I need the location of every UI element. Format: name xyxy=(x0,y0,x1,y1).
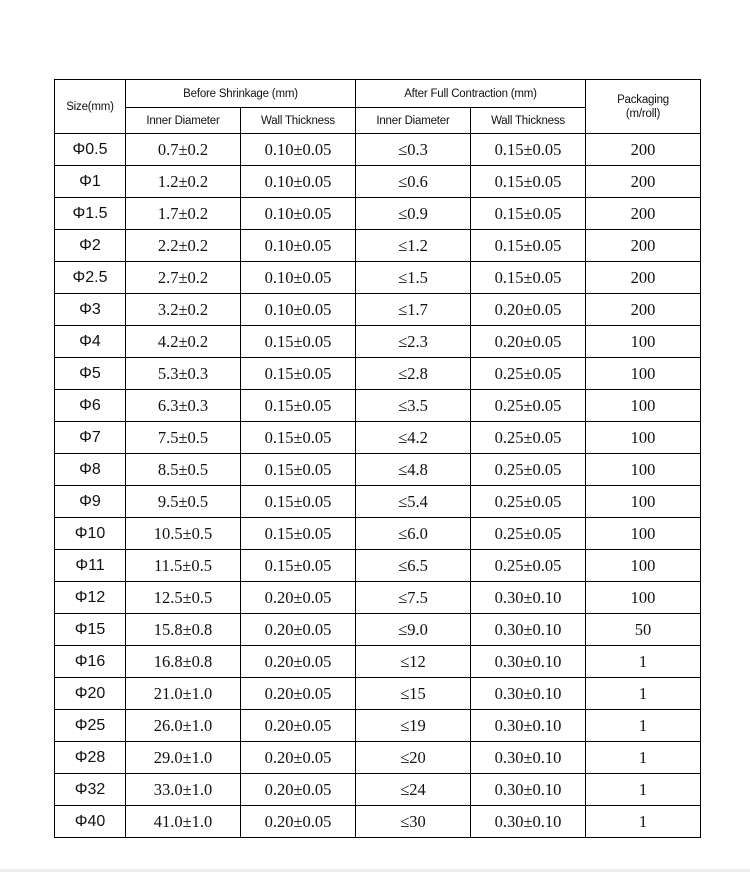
after-inner-diameter-cell: ≤24 xyxy=(356,774,471,806)
before-wall-thickness-cell: 0.10±0.05 xyxy=(241,294,356,326)
size-cell: Φ15 xyxy=(55,614,126,646)
before-inner-diameter-cell: 7.5±0.5 xyxy=(126,422,241,454)
before-inner-diameter-cell: 41.0±1.0 xyxy=(126,806,241,838)
size-cell: Φ7 xyxy=(55,422,126,454)
after-inner-diameter-cell: ≤0.3 xyxy=(356,134,471,166)
packaging-header xyxy=(586,80,701,134)
after-inner-diameter-cell: ≤4.8 xyxy=(356,454,471,486)
before-inner-diameter-cell: 33.0±1.0 xyxy=(126,774,241,806)
after-wall-thickness-cell: 0.30±0.10 xyxy=(471,614,586,646)
after-wall-thickness-cell: 0.25±0.05 xyxy=(471,550,586,582)
after-wall-thickness-cell: 0.15±0.05 xyxy=(471,134,586,166)
after-inner-diameter-cell: ≤9.0 xyxy=(356,614,471,646)
after-inner-diameter-cell: ≤3.5 xyxy=(356,390,471,422)
packaging-cell: 200 xyxy=(586,134,701,166)
size-cell: Φ8 xyxy=(55,454,126,486)
packaging-cell: 100 xyxy=(586,518,701,550)
before-wall-thickness-cell: 0.10±0.05 xyxy=(241,262,356,294)
packaging-cell: 200 xyxy=(586,294,701,326)
before-inner-diameter-cell: 21.0±1.0 xyxy=(126,678,241,710)
after-wall-thickness-cell: 0.30±0.10 xyxy=(471,806,586,838)
table-row xyxy=(55,678,701,710)
size-cell: Φ10 xyxy=(55,518,126,550)
table-row xyxy=(55,262,701,294)
before-wall-thickness-cell: 0.20±0.05 xyxy=(241,614,356,646)
after-inner-diameter-cell: ≤19 xyxy=(356,710,471,742)
before-wall-thickness-cell: 0.20±0.05 xyxy=(241,646,356,678)
after-wall-thickness-cell: 0.30±0.10 xyxy=(471,774,586,806)
after-inner-diameter-cell: ≤2.3 xyxy=(356,326,471,358)
size-cell: Φ20 xyxy=(55,678,126,710)
before-inner-diameter-cell: 2.7±0.2 xyxy=(126,262,241,294)
before-wall-thickness-cell: 0.15±0.05 xyxy=(241,518,356,550)
after-inner-diameter-cell: ≤5.4 xyxy=(356,486,471,518)
after-wall-thickness-cell: 0.30±0.10 xyxy=(471,710,586,742)
before-inner-diameter-cell: 1.2±0.2 xyxy=(126,166,241,198)
before-wall-thickness-cell: 0.20±0.05 xyxy=(241,710,356,742)
packaging-cell: 1 xyxy=(586,742,701,774)
after-inner-diameter-cell: ≤15 xyxy=(356,678,471,710)
packaging-cell: 100 xyxy=(586,550,701,582)
table-row xyxy=(55,454,701,486)
after-wall-thickness-cell: 0.25±0.05 xyxy=(471,454,586,486)
before-wall-thickness-cell: 0.15±0.05 xyxy=(241,550,356,582)
after-inner-diameter-cell: ≤1.2 xyxy=(356,230,471,262)
before-wall-thickness-cell: 0.15±0.05 xyxy=(241,486,356,518)
table-row xyxy=(55,358,701,390)
after-inner-diameter-cell: ≤1.5 xyxy=(356,262,471,294)
before-wall-thickness-cell: 0.10±0.05 xyxy=(241,230,356,262)
after-inner-diameter-cell: ≤0.6 xyxy=(356,166,471,198)
size-cell: Φ11 xyxy=(55,550,126,582)
after-inner-diameter-cell: ≤12 xyxy=(356,646,471,678)
before-inner-diameter-cell: 0.7±0.2 xyxy=(126,134,241,166)
packaging-cell: 1 xyxy=(586,806,701,838)
table-row xyxy=(55,422,701,454)
packaging-cell: 1 xyxy=(586,678,701,710)
after-wall-thickness-cell: 0.30±0.10 xyxy=(471,646,586,678)
size-cell: Φ5 xyxy=(55,358,126,390)
before-wall-thickness-cell: 0.20±0.05 xyxy=(241,742,356,774)
before-wall-thickness-cell: 0.15±0.05 xyxy=(241,358,356,390)
table-row xyxy=(55,742,701,774)
before-inner-diameter-cell: 10.5±0.5 xyxy=(126,518,241,550)
before-wall-thickness-cell: 0.10±0.05 xyxy=(241,134,356,166)
packaging-cell: 100 xyxy=(586,422,701,454)
packaging-cell: 100 xyxy=(586,486,701,518)
table-row xyxy=(55,582,701,614)
packaging-header-line2: (m/roll) xyxy=(625,107,661,120)
before-inner-diameter-cell: 1.7±0.2 xyxy=(126,198,241,230)
spec-table xyxy=(54,79,701,838)
before-wall-thickness-cell: 0.15±0.05 xyxy=(241,422,356,454)
after-inner-diameter-cell: ≤6.5 xyxy=(356,550,471,582)
after-inner-diameter-cell: ≤30 xyxy=(356,806,471,838)
packaging-cell: 100 xyxy=(586,358,701,390)
table-row xyxy=(55,230,701,262)
size-cell: Φ3 xyxy=(55,294,126,326)
after-wall-thickness-cell: 0.15±0.05 xyxy=(471,166,586,198)
size-header: Size(mm) xyxy=(55,80,126,134)
size-cell: Φ4 xyxy=(55,326,126,358)
packaging-cell: 200 xyxy=(586,166,701,198)
after-inner-diameter-cell: ≤7.5 xyxy=(356,582,471,614)
after-wall-thickness-cell: 0.25±0.05 xyxy=(471,518,586,550)
size-cell: Φ6 xyxy=(55,390,126,422)
table-row xyxy=(55,518,701,550)
table-row xyxy=(55,486,701,518)
after-wall-thickness-cell: 0.15±0.05 xyxy=(471,198,586,230)
before-inner-diameter-cell: 29.0±1.0 xyxy=(126,742,241,774)
before-inner-diameter-cell: 5.3±0.3 xyxy=(126,358,241,390)
packaging-cell: 1 xyxy=(586,710,701,742)
before-inner-diameter-cell: 12.5±0.5 xyxy=(126,582,241,614)
before-wall-thickness-cell: 0.10±0.05 xyxy=(241,166,356,198)
after-inner-diameter-cell: ≤20 xyxy=(356,742,471,774)
table-row xyxy=(55,710,701,742)
before-inner-diameter-cell: 11.5±0.5 xyxy=(126,550,241,582)
packaging-cell: 100 xyxy=(586,326,701,358)
packaging-cell: 100 xyxy=(586,454,701,486)
size-cell: Φ12 xyxy=(55,582,126,614)
table-row xyxy=(55,646,701,678)
before-inner-diameter-header: Inner Diameter xyxy=(126,108,241,134)
before-inner-diameter-cell: 4.2±0.2 xyxy=(126,326,241,358)
size-cell: Φ28 xyxy=(55,742,126,774)
after-wall-thickness-cell: 0.15±0.05 xyxy=(471,230,586,262)
before-wall-thickness-cell: 0.15±0.05 xyxy=(241,390,356,422)
before-inner-diameter-cell: 9.5±0.5 xyxy=(126,486,241,518)
table-header xyxy=(55,80,701,134)
packaging-header-line1: Packaging xyxy=(617,93,669,106)
header-row-groups xyxy=(55,80,701,108)
after-wall-thickness-cell: 0.20±0.05 xyxy=(471,294,586,326)
size-cell: Φ2 xyxy=(55,230,126,262)
after-wall-thickness-cell: 0.25±0.05 xyxy=(471,422,586,454)
size-cell: Φ25 xyxy=(55,710,126,742)
before-inner-diameter-cell: 8.5±0.5 xyxy=(126,454,241,486)
size-cell: Φ32 xyxy=(55,774,126,806)
before-wall-thickness-cell: 0.20±0.05 xyxy=(241,582,356,614)
packaging-cell: 200 xyxy=(586,262,701,294)
before-wall-thickness-header: Wall Thickness xyxy=(241,108,356,134)
packaging-cell: 1 xyxy=(586,646,701,678)
before-wall-thickness-cell: 0.20±0.05 xyxy=(241,806,356,838)
after-inner-diameter-cell: ≤0.9 xyxy=(356,198,471,230)
table-row xyxy=(55,198,701,230)
table-row xyxy=(55,550,701,582)
table-row xyxy=(55,166,701,198)
after-wall-thickness-header: Wall Thickness xyxy=(471,108,586,134)
after-wall-thickness-cell: 0.30±0.10 xyxy=(471,678,586,710)
before-wall-thickness-cell: 0.15±0.05 xyxy=(241,454,356,486)
after-wall-thickness-cell: 0.25±0.05 xyxy=(471,390,586,422)
table-row xyxy=(55,774,701,806)
before-wall-thickness-cell: 0.15±0.05 xyxy=(241,326,356,358)
before-inner-diameter-cell: 6.3±0.3 xyxy=(126,390,241,422)
size-cell: Φ1 xyxy=(55,166,126,198)
packaging-cell: 100 xyxy=(586,582,701,614)
after-wall-thickness-cell: 0.20±0.05 xyxy=(471,326,586,358)
packaging-cell: 50 xyxy=(586,614,701,646)
after-inner-diameter-cell: ≤4.2 xyxy=(356,422,471,454)
before-inner-diameter-cell: 16.8±0.8 xyxy=(126,646,241,678)
before-wall-thickness-cell: 0.20±0.05 xyxy=(241,678,356,710)
packaging-cell: 1 xyxy=(586,774,701,806)
after-wall-thickness-cell: 0.25±0.05 xyxy=(471,358,586,390)
before-wall-thickness-cell: 0.10±0.05 xyxy=(241,198,356,230)
packaging-cell: 200 xyxy=(586,198,701,230)
before-inner-diameter-cell: 2.2±0.2 xyxy=(126,230,241,262)
before-wall-thickness-cell: 0.20±0.05 xyxy=(241,774,356,806)
size-cell: Φ1.5 xyxy=(55,198,126,230)
before-shrinkage-header: Before Shrinkage (mm) xyxy=(126,80,356,108)
after-inner-diameter-header: Inner Diameter xyxy=(356,108,471,134)
table-row xyxy=(55,294,701,326)
after-inner-diameter-cell: ≤6.0 xyxy=(356,518,471,550)
table-row xyxy=(55,326,701,358)
table-row xyxy=(55,390,701,422)
table-row xyxy=(55,806,701,838)
after-contraction-header: After Full Contraction (mm) xyxy=(356,80,586,108)
size-cell: Φ16 xyxy=(55,646,126,678)
size-cell: Φ2.5 xyxy=(55,262,126,294)
after-inner-diameter-cell: ≤1.7 xyxy=(356,294,471,326)
packaging-cell: 100 xyxy=(586,390,701,422)
table-row xyxy=(55,134,701,166)
after-wall-thickness-cell: 0.15±0.05 xyxy=(471,262,586,294)
before-inner-diameter-cell: 3.2±0.2 xyxy=(126,294,241,326)
after-wall-thickness-cell: 0.25±0.05 xyxy=(471,486,586,518)
before-inner-diameter-cell: 26.0±1.0 xyxy=(126,710,241,742)
size-cell: Φ0.5 xyxy=(55,134,126,166)
table-row xyxy=(55,614,701,646)
size-cell: Φ9 xyxy=(55,486,126,518)
after-wall-thickness-cell: 0.30±0.10 xyxy=(471,582,586,614)
after-wall-thickness-cell: 0.30±0.10 xyxy=(471,742,586,774)
after-inner-diameter-cell: ≤2.8 xyxy=(356,358,471,390)
packaging-cell: 200 xyxy=(586,230,701,262)
table-body xyxy=(55,134,701,838)
before-inner-diameter-cell: 15.8±0.8 xyxy=(126,614,241,646)
size-cell: Φ40 xyxy=(55,806,126,838)
